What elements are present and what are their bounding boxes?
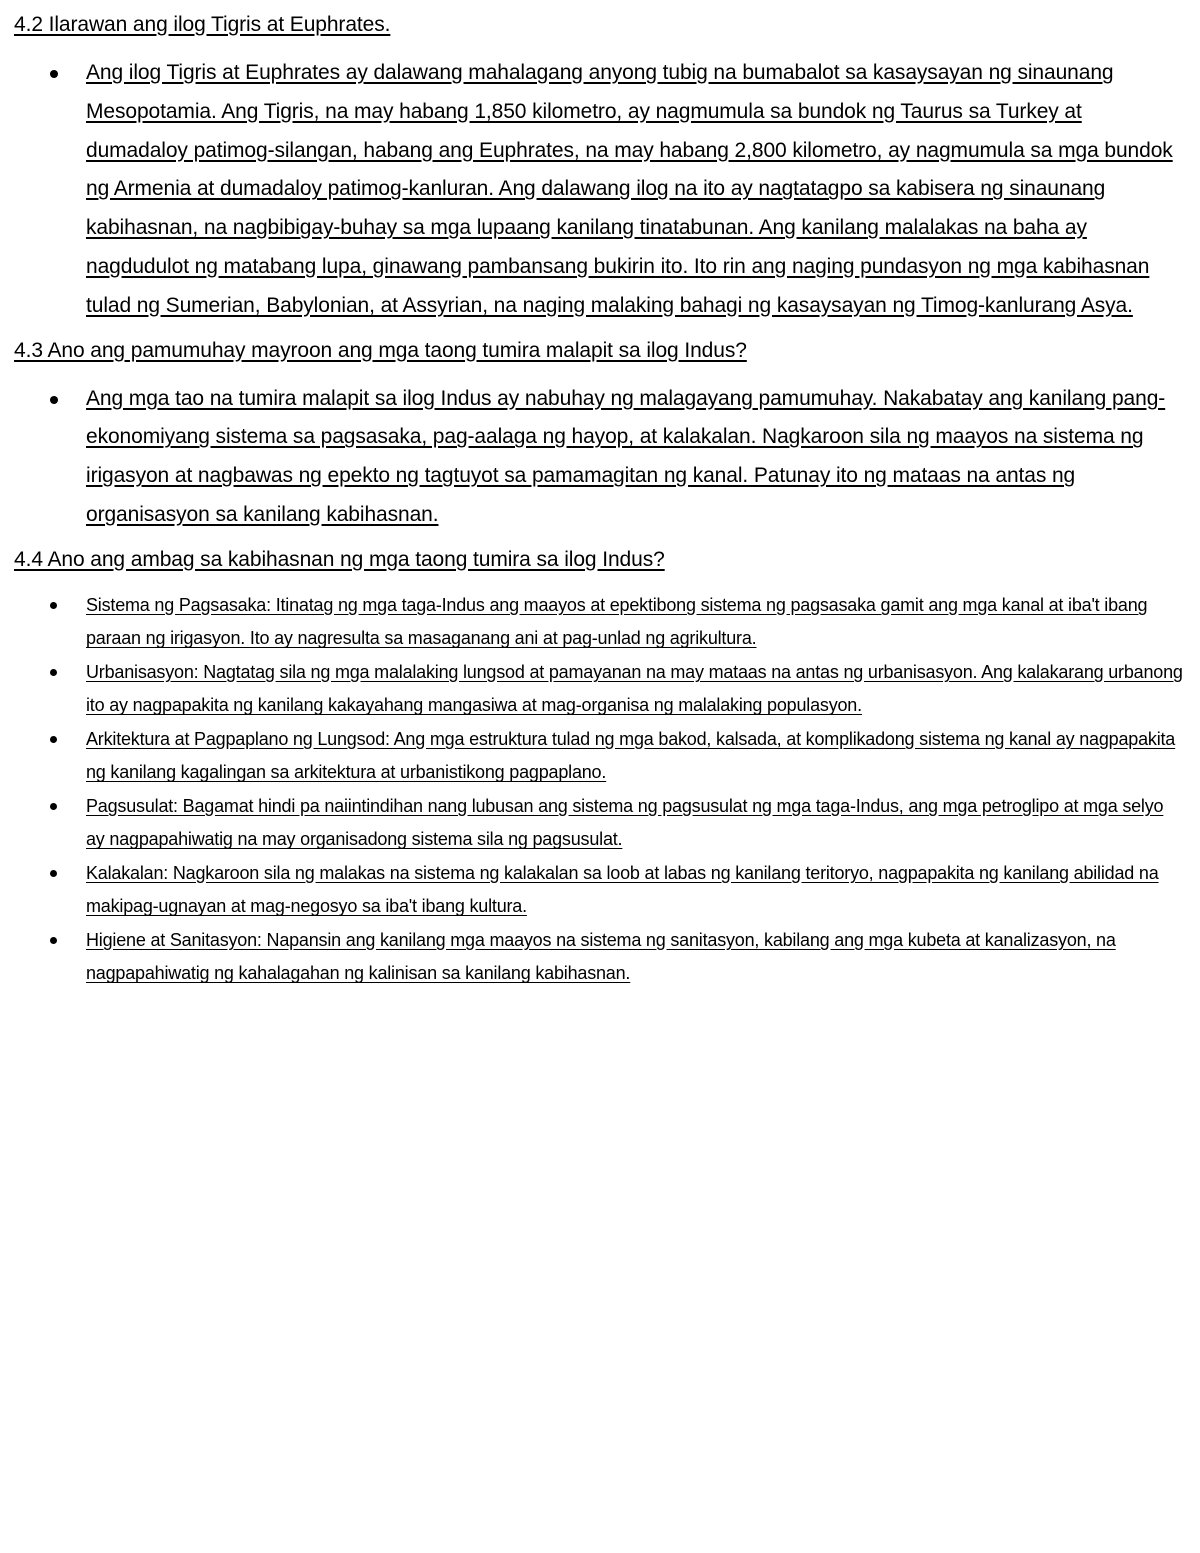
list-item: [14, 656, 1186, 723]
section-4-4: [14, 545, 1186, 991]
list-item-text: Pagsusulat: Bagamat hindi pa naiintindihan nang lubusan ang sistema ng pagsusulat ng mga taga-Indus, ang mga petroglipo at mga selyo ay nagpapahiwatig na may organisadong sistema sila ng pagsusulat.: [86, 795, 1164, 850]
list-item: [14, 589, 1186, 656]
list-item: [14, 790, 1186, 857]
bullet-icon: [50, 396, 58, 404]
section-heading: 4.4 Ano ang ambag sa kabihasnan ng mga taong tumira sa ilog Indus?: [14, 547, 665, 571]
section-heading: 4.3 Ano ang pamumuhay mayroon ang mga taong tumira malapit sa ilog Indus?: [14, 338, 747, 362]
bullet-icon: [50, 70, 58, 78]
contribution-list: [14, 589, 1186, 991]
bullet-icon: [50, 736, 57, 743]
list-item: [14, 924, 1186, 991]
bullet-icon: [50, 669, 57, 676]
section-4-3: [14, 336, 1186, 535]
list-item-text: Urbanisasyon: Nagtatag sila ng mga malalaking lungsod at pamayanan na may mataas na antas ng urbanisasyon. Ang kalakarang urbanong ito ay nagpapakita ng kanilang kakayahang mangasiwa at mag-organisa ng malalaking populasyon.: [86, 661, 1183, 716]
list-item-text: Kalakalan: Nagkaroon sila ng malakas na sistema ng kalakalan sa loob at labas ng kanilang teritoryo, nagpapakita ng kanilang abilidad na makipag-ugnayan at mag-negosyo sa iba't ibang kultura.: [86, 862, 1159, 917]
list-item-text: Sistema ng Pagsasaka: Itinatag ng mga taga-Indus ang maayos at epektibong sistema ng pagsasaka gamit ang mga kanal at iba't ibang paraan ng irigasyon. Ito ay nagresulta sa masaganang ani at pag-unlad ng agrikultura.: [86, 594, 1148, 649]
list-item-text: Ang mga tao na tumira malapit sa ilog Indus ay nabuhay ng malagayang pamumuhay. Nakabatay ang kanilang pang-ekonomiyang sistema sa pagsasaka, pag-aalaga ng hayop, at kalakalan. Nagkaroon sila ng maayos na sistema ng irigasyon at nagbawas ng epekto ng tagtuyot sa pamamagitan ng kanal. Patunay ito ng mataas na antas ng organisasyon sa kanilang kabihasnan.: [86, 386, 1166, 526]
bullet-icon: [50, 803, 57, 810]
list-item: [14, 723, 1186, 790]
bullet-icon: [50, 937, 57, 944]
section-4-2: [14, 10, 1186, 326]
list-item: [14, 54, 1186, 326]
list-item-text: Higiene at Sanitasyon: Napansin ang kanilang mga maayos na sistema ng sanitasyon, kabilang ang mga kubeta at kanalizasyon, na nagpapahiwatig ng kahalagahan ng kalinisan sa kanilang kabihasnan.: [86, 929, 1116, 984]
list-item: [14, 857, 1186, 924]
section-heading: 4.2 Ilarawan ang ilog Tigris at Euphrates.: [14, 13, 391, 36]
bullet-icon: [50, 870, 57, 877]
list-item: [14, 380, 1186, 535]
bullet-icon: [50, 602, 57, 609]
answer-list: [14, 54, 1186, 326]
list-item-text: Arkitektura at Pagpaplano ng Lungsod: Ang mga estruktura tulad ng mga bakod, kalsada, at komplikadong sistema ng kanal ay nagpapakita ng kanilang kagalingan sa arkitektura at urbanistikong pagpaplano.: [86, 728, 1176, 783]
answer-list: [14, 380, 1186, 535]
list-item-text: Ang ilog Tigris at Euphrates ay dalawang mahalagang anyong tubig na bumabalot sa kasaysayan ng sinaunang Mesopotamia. Ang Tigris, na may habang 1,850 kilometro, ay nagmumula sa bundok ng Taurus sa Turkey at dumadaloy patimog-silangan, habang ang Euphrates, na may habang 2,800 kilometro, ay nagmumula sa mga bundok ng Armenia at dumadaloy patimog-kanluran. Ang dalawang ilog na ito ay nagtatagpo sa kabisera ng sinaunang kabihasnan, na nagbibigay-buhay sa mga lupaang kanilang tinatabunan. Ang kanilang malalakas na baha ay nagdudulot ng matabang lupa, ginawang pambansang bukirin ito. Ito rin ang naging pundasyon ng mga kabihasnan tulad ng Sumerian, Babylonian, at Assyrian, na naging malaking bahagi ng kasaysayan ng Timog-kanlurang Asya.: [86, 61, 1173, 317]
